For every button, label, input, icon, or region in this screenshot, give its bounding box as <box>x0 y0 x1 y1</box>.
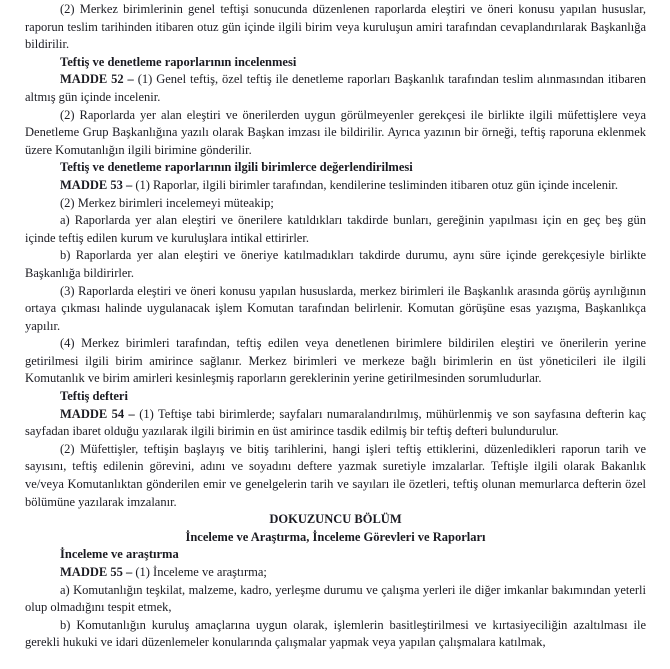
paragraph-madde-54 <box>25 406 646 441</box>
madde-55-text: (1) İnceleme ve araştırma; <box>132 565 267 579</box>
madde-53-label: MADDE 53 – <box>60 177 133 192</box>
madde-52-label: MADDE 52 – <box>60 72 134 87</box>
chapter-heading-dokuzuncu-bolum: DOKUZUNCU BÖLÜM <box>269 512 402 527</box>
paragraph-madde-53-f4: (4) Merkez birimleri tarafından, teftiş edilen veya denetlenen birimlere bildirilen eleştiri ve önerilerin yerine getirilmesi ilgili birim amirince sağlanır. Merkez birimleri ve merkeze bağlı birimlerin en üst yöneticileri ile ilgili Komutanlık ve birim amirleri kesinleşmiş raporların gereklerinin yerine getirilmesinden sorumludurlar. <box>25 336 646 386</box>
paragraph-merkez-genel-teftis: (2) Merkez birimlerinin genel teftişi sonucunda düzenlenen raporlarda eleştiri ve öneri konusu yapılan hususlar, raporun teslim tarihinden itibaren otuz gün içinde ilgili birim veya kuruluşun amiri tarafından cevaplandırılarak Başkanlığa bildirilir. <box>25 2 646 52</box>
madde-52-text: (1) Genel teftiş, özel teftiş ile denetleme raporları Başkanlık tarafından teslim alınmasından itibaren altmış gün içinde incelenir. <box>25 72 647 104</box>
paragraph-madde-53-f3: (3) Raporlarda eleştiri ve öneri konusu yapılan hususlarda, merkez birimleri ile Başkanlık arasında görüş ayrılığının ortaya çıkması halinde uygulanacak işlem Komutan tarafından belirlenir. Komutan görüşüne esas yazışma, Başkanlıkça yapılır. <box>25 283 646 333</box>
section-heading-birimlerce-degerlendirilmesi: Teftiş ve denetleme raporlarının ilgili birimlerce değerlendirilmesi <box>60 160 413 175</box>
paragraph-madde-55-f1b: b) Komutanlığın kuruluş amaçlarına uygun olarak, işlemlerin basitleştirilmesi ve kırtasiyeciliğin azaltılması ile gerekli hukuki ve idari düzenlemeler konularında çalışmalar yapmak veya yapılan çalışmalara katılmak, <box>25 617 646 650</box>
madde-54-label: MADDE 54 – <box>60 406 135 421</box>
paragraph-madde-53-f2b: b) Raporlarda yer alan eleştiri ve öneriye katılmadıkları takdirde durumu, aynı süre içinde gerekçesiyle birlikte Başkanlığa bildirirler. <box>25 248 646 280</box>
paragraph-madde-55 <box>25 564 646 582</box>
paragraph-madde-53-f2a: a) Raporlarda yer alan eleştiri ve önerilere katıldıkları takdirde bunları, gereğinin yapılması için en geç beş gün içinde teftiş edilen kurum ve kuruluşlara intikal ettirirler. <box>25 213 646 245</box>
section-heading-raporlarin-incelenmesi: Teftiş ve denetleme raporlarının incelenmesi <box>60 54 297 69</box>
madde-55-label: MADDE 55 – <box>60 565 133 579</box>
chapter-subheading-inceleme-arastirma: İnceleme ve Araştırma, İnceleme Görevleri ve Raporları <box>185 529 486 544</box>
madde-54-text: (1) Teftişe tabi birimlerde; sayfaları numaralandırılmış, mühürlenmiş ve son sayfasına defterin kaç sayfadan ibaret olduğu yazılarak ilgili birimin en üst amirince tasdik edilmiş bir teftiş defteri bulundurulur. <box>25 406 646 439</box>
paragraph-madde-52 <box>25 71 646 106</box>
madde-53-text: (1) Raporlar, ilgili birimler tarafından, kendilerine tesliminden itibaren otuz gün içinde incelenir. <box>132 177 619 192</box>
paragraph-madde-54-f2: (2) Müfettişler, teftişin başlayış ve bitiş tarihlerini, hangi işleri teftiş ettiklerini, düzenledikleri raporun tarih ve sayısını, teftiş edilenin görevini, adını ve soyadını deftere yazmak suretiyle imzalarlar. Teftişle ilgili olarak Bakanlık ve/veya Komutanlıktan gönderilen emir ve genelgelerin tarih ve sayıları ile özetleri, teftiş olunan memurlarca defterin özel bölümüne yazılarak imzalanır. <box>25 441 646 509</box>
paragraph-madde-53-f2: (2) Merkez birimleri incelemeyi müteakip; <box>60 195 274 210</box>
section-heading-inceleme-ve-arastirma: İnceleme ve araştırma <box>60 547 179 562</box>
section-heading-teftis-defteri: Teftiş defteri <box>60 389 128 404</box>
paragraph-madde-53 <box>25 177 646 195</box>
paragraph-madde-52-f2: (2) Raporlarda yer alan eleştiri ve önerilerden uygun görülmeyenler gerekçesi ile birlikte ilgili müfettişlere veya Denetleme Grup Başkanlığına yazılı olarak Başkan imzası ile bildirilir. Ayrıca yazının bir örneği, teftiş raporuna eklenmek üzere Komutanlığın ilgili birimine gönderilir. <box>25 107 646 157</box>
paragraph-madde-55-f1a: a) Komutanlığın teşkilat, malzeme, kadro, yerleşme durumu ve çalışma yerleri ile diğer imkanlar bakımından yeterli olup olmadığını tespit etmek, <box>25 582 646 615</box>
